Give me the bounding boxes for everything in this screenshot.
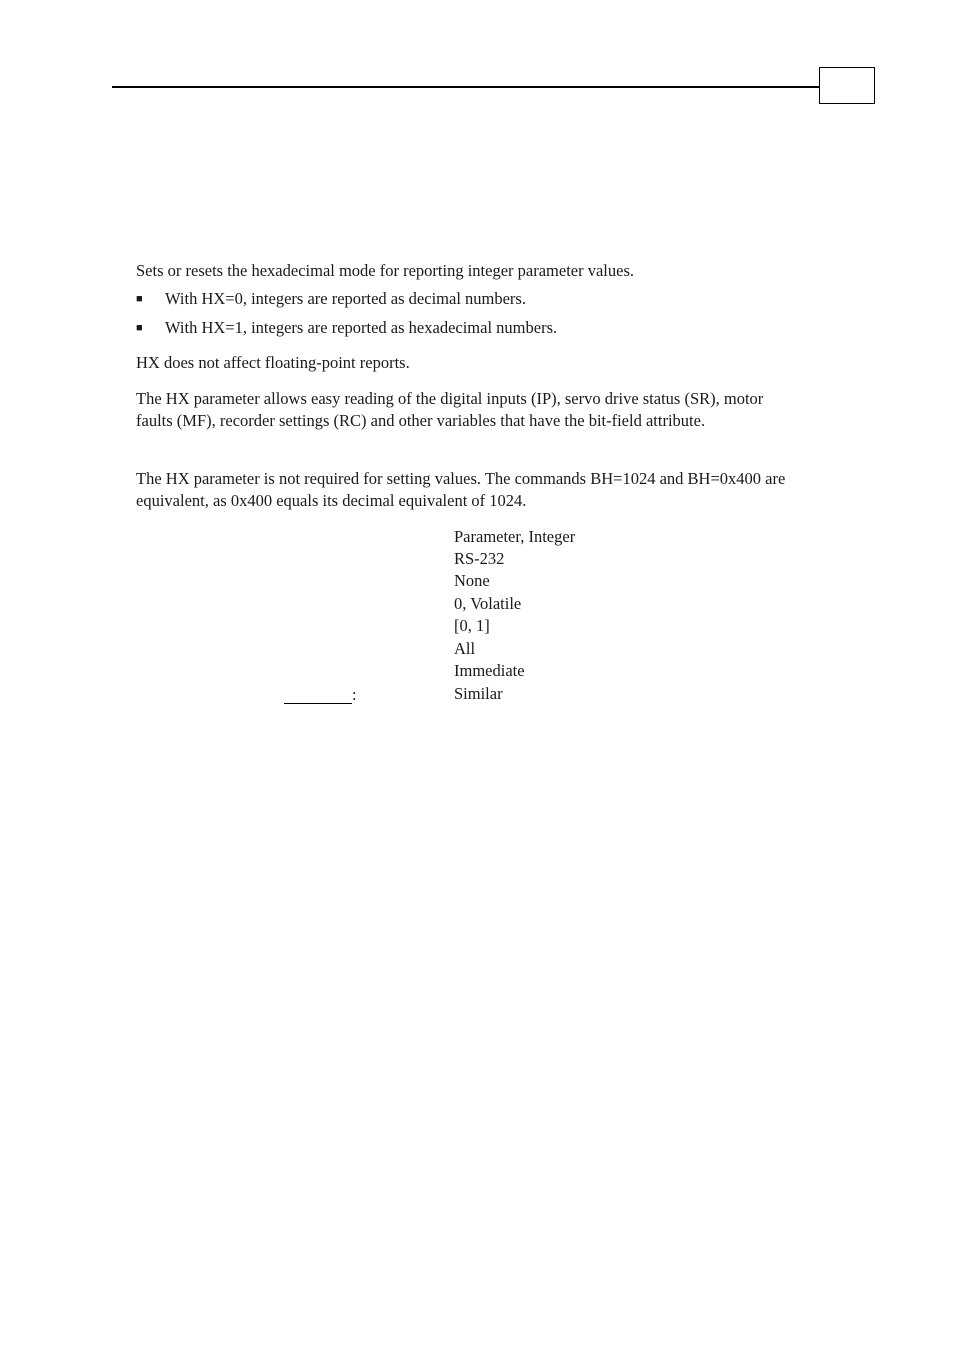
label-underline <box>284 703 352 704</box>
attr-type-value: Parameter, Integer <box>454 527 576 546</box>
bullet-square-icon: ■ <box>136 322 143 334</box>
attr-compatibility-value: Similar <box>454 684 503 703</box>
attr-activation-value: Immediate <box>454 661 525 680</box>
page-number-box <box>819 67 875 104</box>
attr-default-value: 0, Volatile <box>454 594 522 613</box>
attr-range-value: [0, 1] <box>454 616 490 635</box>
attr-restrictions-value: None <box>454 571 490 590</box>
bullet-text: With HX=1, integers are reported as hexadecimal numbers. <box>165 318 558 337</box>
intro-paragraph: Sets or resets the hexadecimal mode for reporting integer parameter values. <box>136 261 635 280</box>
label-colon: : <box>352 685 357 704</box>
attr-source-value: RS-232 <box>454 549 505 568</box>
bitfield-paragraph: The HX parameter allows easy reading of the digital inputs (IP), servo drive status (SR), motor faults (MF), recorder settings (RC) and other variables that have the bit-field attribute. <box>136 389 764 431</box>
bullet-square-icon: ■ <box>136 293 143 305</box>
floating-point-note: HX does not affect floating-point reports. <box>136 353 410 372</box>
setting-values-paragraph: The HX parameter is not required for setting values. The commands BH=1024 and BH=0x400 are equivalent, as 0x400 equals its decimal equivalent of 1024. <box>136 469 786 511</box>
attr-units-value: All <box>454 639 476 658</box>
header-rule <box>112 86 820 88</box>
bullet-text: With HX=0, integers are reported as decimal numbers. <box>165 289 526 308</box>
